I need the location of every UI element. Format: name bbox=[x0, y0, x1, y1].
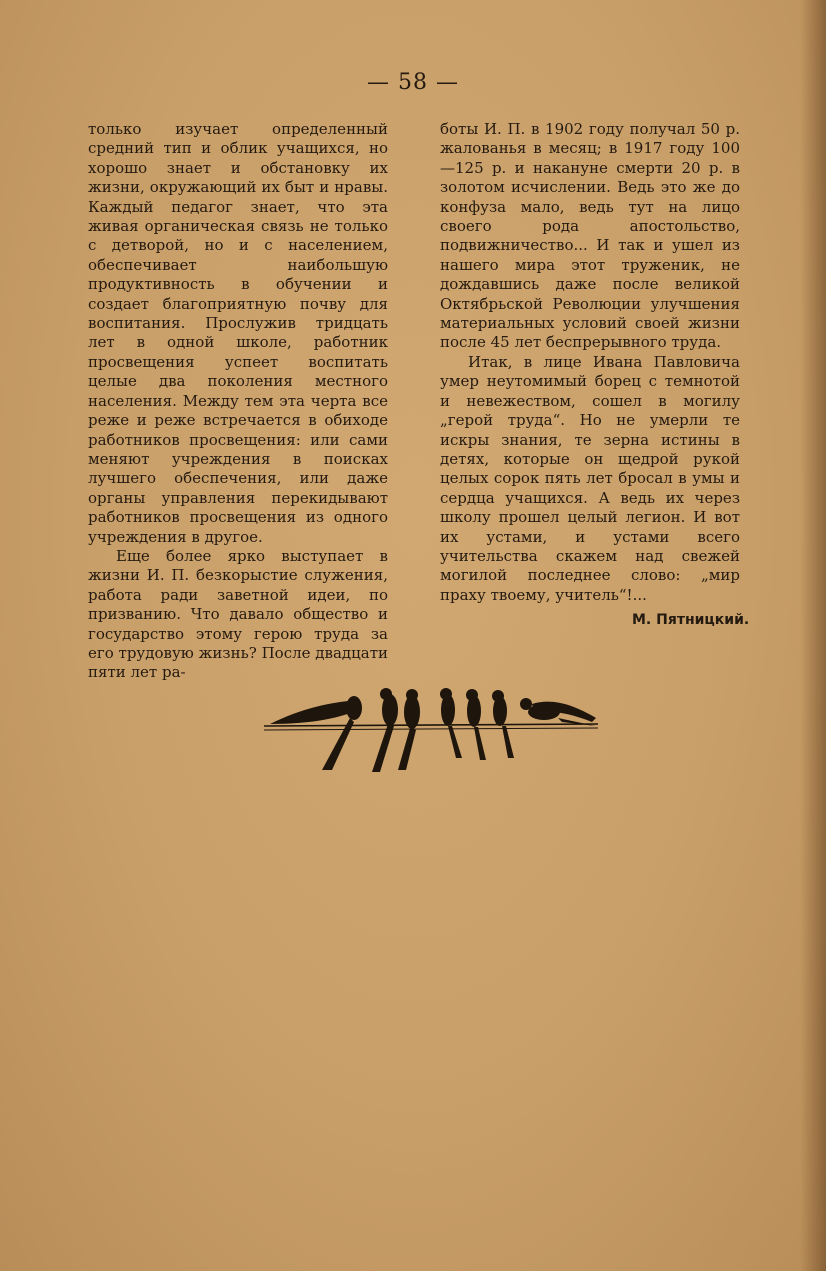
swallows-on-wire-ornament bbox=[262, 678, 602, 778]
right-column bbox=[440, 120, 740, 605]
author-signature: М. Пятницкий. bbox=[632, 612, 750, 628]
left-paragraph-1: только изучает определенный средний тип и облик учащихся, но хорошо знает и обстановку их жизни, окружающий их быт и нравы. Каждый педагог знает, что эта живая органическая связь не только с детворой, но и с населением, обеспечивает наибольшую продуктивность в обучении и создает благоприятную почву для воспитания. Прослужив тридцать лет в одной школе, работник просвещения успеет воспитать целые два поколения местного населения. Между тем эта черта все реже и реже встречается в обиходе работников просвещения: или сами меняют учреждения в поисках лучшего обеспечения, или даже органы управления перекидывают работников просвещения из одного учреждения в другое. bbox=[88, 120, 388, 546]
right-paragraph-2: Итак, в лице Ивана Павловича умер неутомимый борец с темнотой и невежеством, сошел в могилу „герой труда“. Но не умерли те искры знания, те зерна истины в детях, которые он щедрой рукой целых сорок пять лет бросал в умы и сердца учащихся. А ведь их через школу прошел целый легион. И вот их устами, и устами всего учительства скажем над свежей могилой последнее слово: „мир праху твоему, учитель“!... bbox=[440, 352, 740, 604]
page-edge-shadow bbox=[800, 0, 826, 1271]
right-paragraph-1: боты И. П. в 1902 году получал 50 р. жалованья в месяц; в 1917 году 100—125 р. и накануне смерти 20 р. в золотом исчислении. Ведь это же до конфуза мало, ведь тут на лицо своего рода апостольство, подвижничество... И так и ушел из нашего мира этот труженик, не дождавшись даже после великой Октябрьской Революции улучшения материальных условий своей жизни после 45 лет беспрерывного труда. bbox=[440, 120, 740, 352]
page-number: — 58 — bbox=[367, 70, 459, 95]
left-paragraph-2: Еще более ярко выступает в жизни И. П. безкорыстие служения, работа ради заветной идеи, по призванию. Что давало общество и государство этому герою труда за его трудовую жизнь? После двадцати пяти лет ра- bbox=[88, 546, 389, 682]
left-column bbox=[88, 120, 388, 683]
